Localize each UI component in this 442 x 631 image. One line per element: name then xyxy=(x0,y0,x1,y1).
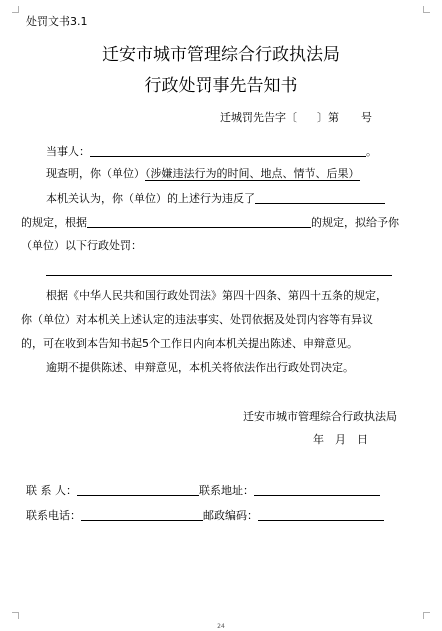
penalty-blank[interactable] xyxy=(46,275,392,276)
provision-suffix: 的规定，拟给予你 xyxy=(311,216,399,229)
crop-mark-top-left xyxy=(12,6,19,13)
issuing-agency-title: 迁安市城市管理综合行政执法局 xyxy=(102,45,340,65)
contact-phone-field[interactable] xyxy=(81,509,203,521)
party-end: 。 xyxy=(366,145,377,158)
violation-line xyxy=(46,192,385,204)
violation-blank[interactable] xyxy=(255,192,385,204)
party-blank[interactable] xyxy=(90,145,366,157)
crop-mark-bottom-right xyxy=(423,612,430,619)
facts-hint[interactable]: （涉嫌违法行为的时间、地点、情节、后果） xyxy=(145,167,360,180)
reference-prefix: 迁城罚先告字〔 xyxy=(220,111,297,124)
crop-mark-bottom-left xyxy=(12,612,19,619)
violation-text: 本机关认为，你（单位）的上述行为违反了 xyxy=(46,192,255,205)
signature-date: 年 月 日 xyxy=(313,433,368,446)
reference-number-line xyxy=(220,112,372,123)
contact-row-1 xyxy=(26,484,380,496)
provision-line xyxy=(21,216,399,228)
facts-line xyxy=(46,168,360,179)
legal-basis-line-3: 的，可在收到本告知书起5个工作日内向本机关提出陈述、申辩意见。 xyxy=(21,337,358,350)
reference-suffix: 号 xyxy=(361,111,372,124)
contact-person-field[interactable] xyxy=(77,484,199,496)
contact-postcode-label: 邮政编码： xyxy=(203,509,258,522)
legal-basis-line-1: 根据《中华人民共和国行政处罚法》第四十四条、第四十五条的规定， xyxy=(46,289,387,302)
document-code: 处罚文书3.1 xyxy=(26,15,88,28)
contact-row-2 xyxy=(26,509,384,521)
document-title: 行政处罚事先告知书 xyxy=(144,76,298,96)
contact-phone-label: 联系电话： xyxy=(26,509,81,522)
facts-prefix: 现查明，你（单位） xyxy=(46,167,145,180)
contact-address-field[interactable] xyxy=(254,484,380,496)
penalty-intro: （单位）以下行政处罚： xyxy=(21,239,142,252)
provision-blank[interactable] xyxy=(87,216,311,228)
overdue-notice: 逾期不提供陈述、申辩意见，本机关将依法作出行政处罚决定。 xyxy=(46,361,354,374)
contact-postcode-field[interactable] xyxy=(258,509,384,521)
signature-agency: 迁安市城市管理综合行政执法局 xyxy=(243,410,397,423)
page-number: 24 xyxy=(217,623,225,630)
party-line xyxy=(46,145,377,157)
legal-basis-line-2: 你（单位）对本机关上述认定的违法事实、处罚依据及处罚内容等有异议 xyxy=(21,313,373,326)
crop-mark-top-right xyxy=(423,6,430,13)
party-label: 当事人： xyxy=(46,145,90,158)
provision-prefix: 的规定，根据 xyxy=(21,216,87,229)
contact-address-label: 联系地址： xyxy=(199,484,254,497)
reference-close: 〕第 xyxy=(317,111,339,124)
contact-person-label: 联 系 人： xyxy=(26,484,77,497)
